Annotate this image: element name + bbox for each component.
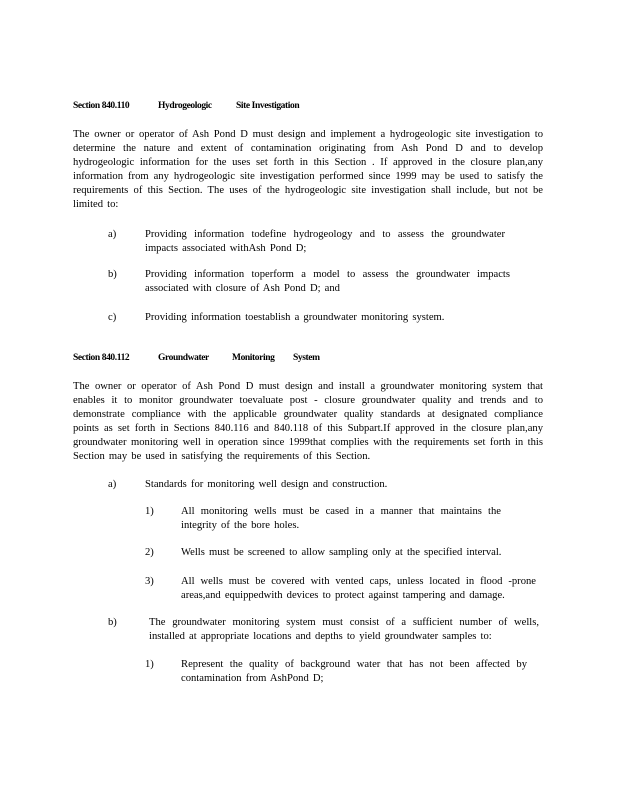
list-item: Providing information todefine hydrogeology and to assess the groundwater impacts associated withAsh Pond D; (145, 229, 505, 254)
list-item: Providing information toperform a model to assess the groundwater impacts associated with closure of Ash Pond D; and (145, 269, 510, 294)
list-item: Represent the quality of background water that has not been affected by contamination from AshPond D; (181, 659, 527, 684)
section-number: Section 840.110 (73, 101, 130, 111)
section-title-word: Groundwater (158, 353, 209, 363)
section-840-110-paragraph: The owner or operator of Ash Pond D must design and implement a hydrogeologic site investigation to determine the nature and extent of contamination originating from Ash Pond D and to develop hydrogeologic information for the uses set forth in this Section . If approved in the closure plan,any information from any hydrogeologic site investigation performed since 1999 may be used to satisfy the requirements of this Section. The uses of the hydrogeologic site investigation shall include, but not be limited to: (73, 129, 543, 210)
section-title-word: System (293, 353, 320, 363)
section-title-word: Site Investigation (236, 101, 300, 111)
list-item: All wells must be covered with vented caps, unless located in flood -prone areas,and equippedwith devices to protect against tampering and damage. (181, 576, 536, 601)
section-title-word: Hydrogeologic (158, 101, 212, 111)
list-marker: c) (108, 312, 117, 323)
list-marker: b) (108, 617, 117, 628)
list-marker: a) (108, 479, 117, 490)
list-marker: 3) (145, 576, 154, 587)
section-840-112-paragraph: The owner or operator of Ash Pond D must design and install a groundwater monitoring system that enables it to monitor groundwater toevaluate post - closure groundwater quality and trends and to demonstrate compliance with the applicable groundwater quality standards at designated compliance points as set forth in Sections 840.116 and 840.118 of this Subpart.If approved in the closure plan,any groundwater monitoring well in operation since 1999that complies with the requirements set forth in this Section may be used in satisfying the requirements of this Section. (73, 381, 543, 462)
section-title-word: Monitoring (232, 353, 275, 363)
section-840-110-heading (73, 101, 299, 111)
list-marker: 1) (145, 506, 154, 517)
list-marker: a) (108, 229, 117, 240)
list-marker: b) (108, 269, 117, 280)
list-item: Standards for monitoring well design and construction. (145, 479, 388, 490)
list-marker: 2) (145, 547, 154, 558)
list-item: Providing information toestablish a groundwater monitoring system. (145, 312, 445, 323)
list-item: The groundwater monitoring system must consist of a sufficient number of wells, installed at appropriate locations and depths to yield groundwater samples to: (149, 617, 539, 642)
list-item: All monitoring wells must be cased in a manner that maintains the integrity of the bore holes. (181, 506, 501, 531)
list-item: Wells must be screened to allow sampling only at the specified interval. (181, 547, 502, 558)
list-marker: 1) (145, 659, 154, 670)
section-840-112-heading (73, 353, 320, 363)
section-number: Section 840.112 (73, 353, 130, 363)
